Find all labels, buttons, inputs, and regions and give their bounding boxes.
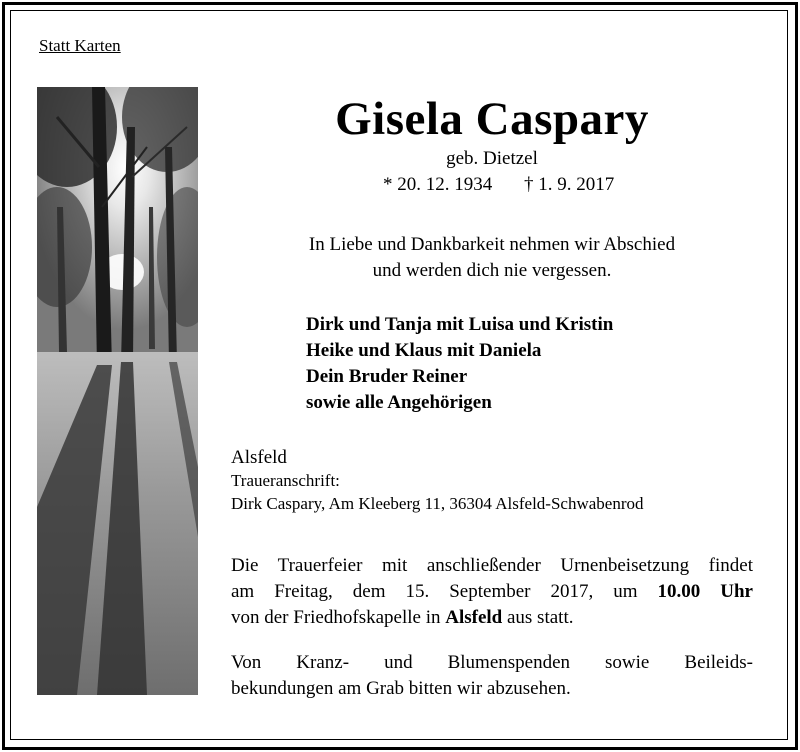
- farewell-line: In Liebe und Dankbarkeit nehmen wir Abschied: [308, 234, 676, 255]
- note-paragraph: [231, 650, 753, 702]
- mourners-list: [306, 312, 613, 416]
- ceremony-venue-text: von der Friedhofskapelle in: [231, 607, 446, 628]
- header-label: Statt Karten: [39, 36, 121, 55]
- note-line: Von Kranz- und Blumenspenden sowie Beileids-: [231, 652, 753, 673]
- address-text: Dirk Caspary, Am Kleeberg 11, 36304 Alsfeld-Schwabenrod: [231, 494, 644, 513]
- birth-date: * 20. 12. 1934: [383, 174, 493, 195]
- location: Alsfeld: [231, 447, 287, 468]
- ceremony-paragraph: [231, 553, 753, 631]
- mourner-line: Heike und Klaus mit Daniela: [306, 340, 542, 361]
- death-date: † 1. 9. 2017: [524, 174, 615, 195]
- farewell-line: und werden dich nie vergessen.: [372, 260, 612, 281]
- ceremony-line: [231, 605, 753, 631]
- ceremony-place: Alsfeld: [445, 607, 503, 628]
- ceremony-line: Die Trauerfeier mit anschließender Urnenbeisetzung findet: [231, 555, 753, 576]
- ceremony-date-text: am Freitag, dem 15. September 2017, um: [231, 581, 658, 602]
- address-label: Traueranschrift:: [231, 471, 340, 490]
- maiden-name: geb. Dietzel: [446, 148, 538, 169]
- ceremony-end-text: aus statt.: [502, 607, 574, 628]
- deceased-name: Gisela Caspary: [335, 93, 649, 145]
- mourner-line: Dirk und Tanja mit Luisa und Kristin: [306, 314, 614, 335]
- note-line: bekundungen am Grab bitten wir abzusehen.: [231, 678, 571, 699]
- ceremony-time: 10.00 Uhr: [657, 581, 753, 602]
- farewell-text: [232, 232, 752, 284]
- ceremony-line: [231, 579, 753, 605]
- mourner-line: Dein Bruder Reiner: [306, 366, 468, 387]
- mourner-line: sowie alle Angehörigen: [306, 392, 492, 413]
- sun-through-trees-icon: [37, 87, 198, 695]
